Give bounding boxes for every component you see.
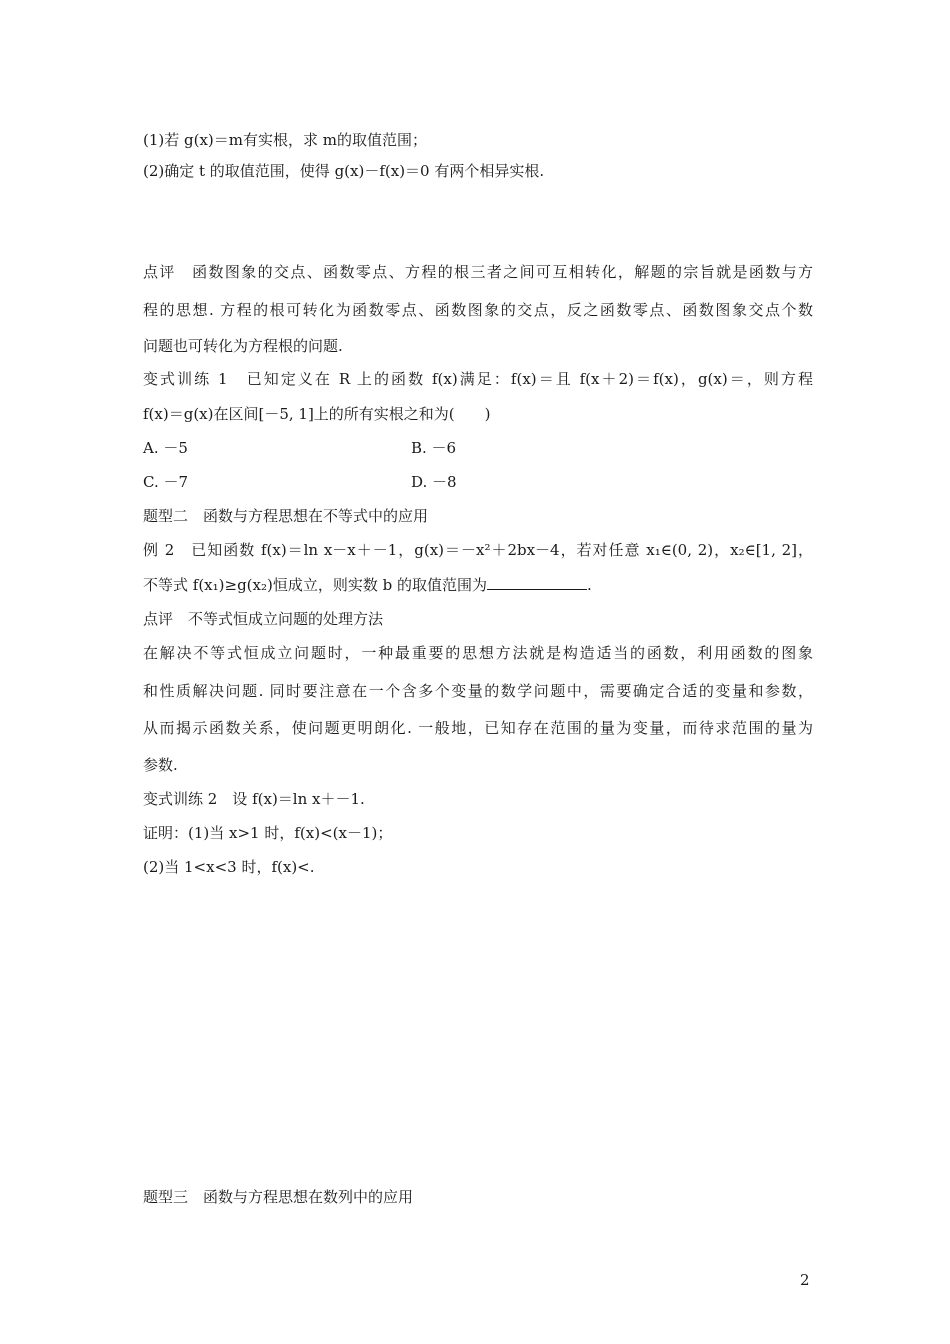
- question-1: (1)若 g(x)＝m有实根，求 m的取值范围；: [143, 131, 427, 149]
- review-1-line-2: 程的思想. 方程的根可转化为函数零点、函数图象的交点，反之函数零点、函数图象交点个数: [143, 301, 813, 319]
- review-2-line-1: 在解决不等式恒成立问题时，一种最重要的思想方法就是构造适当的函数，利用函数的图象: [143, 644, 813, 662]
- exercise-2-line-3: (2)当 1<x<3 时，f(x)<.: [143, 858, 315, 876]
- option-d: D. －8: [411, 473, 457, 491]
- section-title-type-3: 题型三 函数与方程思想在数列中的应用: [143, 1188, 414, 1206]
- example-2-line-2-text: 不等式 f(x₁)≥g(x₂)恒成立，则实数 b 的取值范围为: [143, 576, 487, 594]
- page-number: 2: [800, 1271, 810, 1289]
- option-b: B. －6: [411, 439, 457, 457]
- review-2-title: 点评 不等式恒成立问题的处理方法: [143, 610, 384, 628]
- example-2-line-2: [143, 575, 813, 595]
- example-2-line-2-end: .: [586, 576, 592, 594]
- review-1-line-3: 问题也可转化为方程根的问题.: [143, 337, 343, 355]
- section-title-type-2: 题型二 函数与方程思想在不等式中的应用: [143, 507, 429, 525]
- option-c: C. －7: [143, 473, 189, 491]
- exercise-1-line-2: f(x)＝g(x)在区间[－5, 1]上的所有实根之和为( ): [143, 405, 491, 423]
- option-a: A. －5: [143, 439, 188, 457]
- exercise-2-line-1: 变式训练 2 设 f(x)＝ln x＋－1.: [143, 790, 365, 808]
- review-2-line-3: 从而揭示函数关系，使问题更明朗化. 一般地，已知存在范围的量为变量，而待求范围的量为: [143, 719, 813, 737]
- example-2-line-1: 例 2 已知函数 f(x)＝ln x－x＋－1，g(x)＝－x²＋2bx－4，若对任意 x₁∈(0, 2)，x₂∈[1, 2]，: [143, 541, 813, 559]
- question-2: (2)确定 t 的取值范围，使得 g(x)－f(x)＝0 有两个相异实根.: [143, 162, 545, 180]
- review-2-line-2: 和性质解决问题. 同时要注意在一个含多个变量的数学问题中，需要确定合适的变量和参数，: [143, 682, 813, 700]
- answer-blank: [487, 575, 587, 590]
- exercise-2-line-2: 证明：(1)当 x>1 时，f(x)<(x－1)；: [143, 824, 393, 842]
- review-2-line-4: 参数.: [143, 756, 178, 774]
- review-1-line-1: 点评 函数图象的交点、函数零点、方程的根三者之间可互相转化，解题的宗旨就是函数与方: [143, 263, 813, 281]
- exercise-1-line-1: 变式训练 1 已知定义在 R 上的函数 f(x)满足：f(x)＝且 f(x＋2)＝f(x)，g(x)＝，则方程: [143, 370, 813, 388]
